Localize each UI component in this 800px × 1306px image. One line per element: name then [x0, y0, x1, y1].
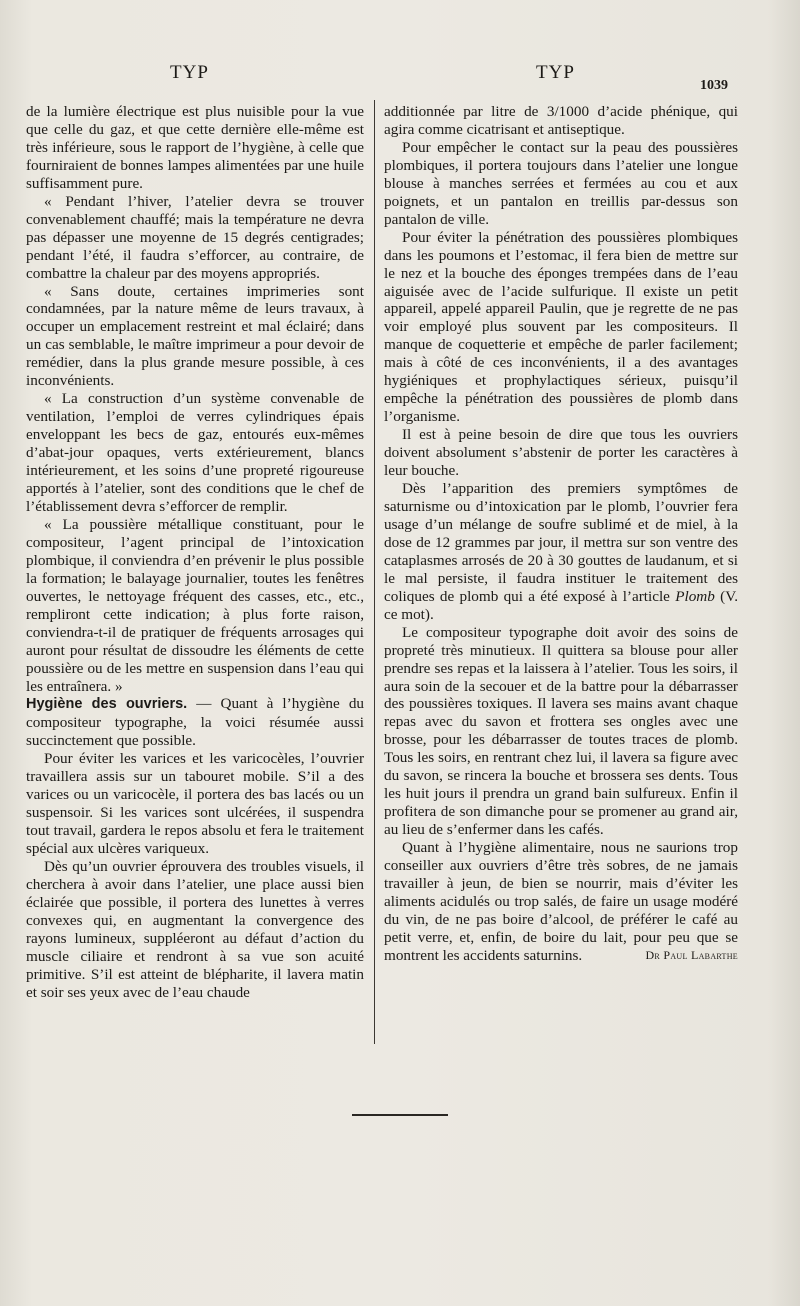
paragraph: « Sans doute, certaines imprimeries sont condamnées, par la nature même de leurs travaux, à occuper un emplacement restreint et mal éclairé; dans un cas semblable, le maître imprimeur a pour devoir de remédier, dans la plus grande mesure possible, à ces inconvénients.	[26, 282, 364, 390]
paragraph: Pour éviter la pénétration des poussières plombiques dans les poumons et l’estomac, il fera bien de mettre sur le nez et la bouche des éponges trempées dans de l’eau aiguisée avec de l’acide sulfurique. Il existe un petit appareil, appelé appareil Paulin, que je regrette de ne pas voir employé plus souvent par les compositeurs. Il manque de coquetterie et empêche de parler facilement; mais à côté de ces inconvénients, il a des avantages hygiéniques et prophylactiques sérieux, puisqu’il empêche la pénétration des poussières de plomb dans l’organisme.	[384, 228, 738, 426]
left-column	[26, 103, 364, 1002]
section-heading: Hygiène des ouvriers.	[26, 696, 188, 713]
paragraph: Pour empêcher le contact sur la peau des poussières plombiques, il portera toujours dans l’atelier une longue blouse à manches serrées et fermées au cou et aux poignets, et un pantalon en treillis par-dessus son pantalon de ville.	[384, 138, 738, 228]
section-intro: — Quant à l’hygiène du compositeur typographe, la voici résumée aussi succinctement que possible.	[26, 695, 365, 750]
paragraph: de la lumière électrique est plus nuisible pour la vue que celle du gaz, et que cette dernière elle-même est très inférieure, sous le rapport de l’hygiène, à celle que fourniraient de bonnes lampes alimentées par une huile suffisamment pure.	[26, 103, 364, 192]
page-number: 1039	[700, 78, 728, 93]
paragraph	[384, 480, 738, 624]
article-reference: Plomb	[675, 587, 715, 605]
running-header-right: TYP	[536, 62, 575, 83]
paragraph-text: Dès l’apparition des premiers symptômes de saturnisme ou d’intoxication par le plomb, l’ouvrier fera usage d’un mélange de soufre sublimé et de miel, à la dose de 12 grammes par jour, il mettra sur son ventre des cataplasmes arrosés de 20 à 30 gouttes de laudanum, et si le mal persiste, il faudra instituer le traitement des coliques de plomb qui a été exposé à l’article	[384, 480, 738, 605]
running-header-left: TYP	[170, 62, 209, 83]
paragraph	[384, 839, 738, 965]
paragraph: « La construction d’un système convenable de ventilation, l’emploi de verres cylindriques épais enveloppant les becs de gaz, entourés eux-mêmes d’abat-jour opaques, verts extérieurement, blancs intérieurement, et les soins d’une propreté rigoureuse apportés à l’atelier, sont des conditions que le chef de l’établissement devra s’efforcer de remplir.	[26, 390, 364, 515]
paragraph-text: (V. ce mot).	[384, 587, 738, 623]
paragraph: Il est à peine besoin de dire que tous les ouvriers doivent absolument s’abstenir de porter les caractères à leur bouche.	[384, 426, 738, 480]
section-paragraph	[26, 695, 364, 750]
column-divider	[374, 100, 375, 1044]
paragraph: Le compositeur typographe doit avoir des soins de propreté très minutieux. Il quittera sa blouse pour aller prendre ses repas et la laissera à l’atelier. Tous les soirs, il aura soin de la secouer et de la battre pour la débarrasser des poussières toxiques. Il lavera ses mains avant chaque repas avec du savon et frottera ses ongles avec une brosse, pour les débarrasser de toutes traces de plomb. Tous les soirs, en rentrant chez lui, il lavera sa figure avec du savon, se rincera la bouche et brossera ses dents. Tous les huit jours il prendra un grand bain sulfureux. Enfin il profitera de son dimanche pour se promener au grand air, au lieu de s’enfermer dans les cafés.	[384, 623, 738, 839]
paragraph: « Pendant l’hiver, l’atelier devra se trouver convenablement chauffé; mais la température ne devra pas dépasser une moyenne de 15 degrés centigrades; pendant l’été, il faudra s’efforcer, au contraire, de combattre la chaleur par des moyens appropriés.	[26, 192, 364, 282]
end-rule	[352, 1114, 448, 1116]
paragraph: « La poussière métallique constituant, pour le compositeur, l’agent principal de l’intoxication plombique, il conviendra d’en prévenir le plus possible la formation; le balayage journalier, toutes les fenêtres ouvertes, le nettoyage fréquent des casses, etc., etc., rempliront cette indication; à plus forte raison, conviendra-t-il de pratiquer de fréquents arrosages qui auront pour résultat de dissoudre les éléments de cette poussière ou de les mettre en suspension dans l’eau qui les entraînera. »	[26, 515, 364, 695]
paragraph-text: Quant à l’hygiène alimentaire, nous ne saurions trop conseiller aux ouvriers d’être très sobres, de ne jamais travailler à jeun, de bien se nourrir, mais d’éviter les aliments acidulés ou trop salés, de faire un usage modéré du vin, de ne pas boire d’alcool, de préférer le café au petit verre, et, enfin, de boire du lait, pour peu que se montrent les accidents saturnins.	[384, 839, 738, 964]
author-signature: Dr Paul Labarthe	[645, 947, 738, 962]
paragraph: Dès qu’un ouvrier éprouvera des troubles visuels, il cherchera à avoir dans l’atelier, une place aussi bien éclairée que possible, il portera des lunettes à verres convexes qui, en augmentant la convergence des rayons lumineux, suppléeront au défaut d’action du muscle ciliaire et rendront à sa vue son acuité primitive. S’il est atteint de blépharite, il lavera matin et soir ses yeux avec de l’eau chaude	[26, 858, 364, 1001]
paragraph: additionnée par litre de 3/1000 d’acide phénique, qui agira comme cicatrisant et antiseptique.	[384, 103, 738, 138]
right-column	[384, 103, 738, 965]
paragraph: Pour éviter les varices et les varicocèles, l’ouvrier travaillera assis sur un tabouret mobile. S’il a des varices ou un varicocèle, il portera des bas lacés ou un suspensoir. Si les varices sont ulcérées, il suspendra tout travail, gardera le repos absolu et fera le traitement spécial aux ulcères variqueux.	[26, 750, 364, 858]
